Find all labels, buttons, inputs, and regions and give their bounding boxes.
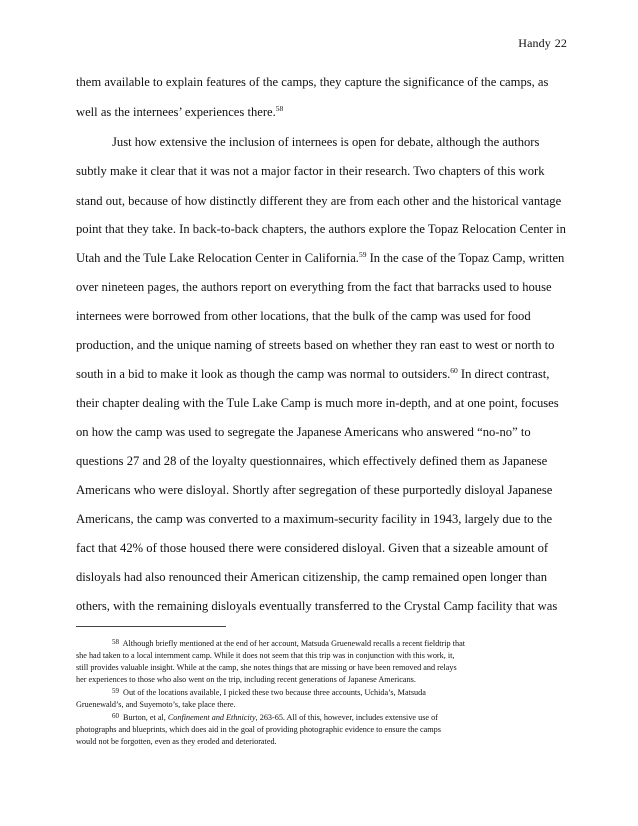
body-line: them available to explain features of the camps, they capture the significance of the camps, as [76,75,549,89]
body-line: subtly make it clear that it was not a major factor in their research. Two chapters of this work [76,164,545,178]
body-line: their chapter dealing with the Tule Lake Camp is much more in-depth, and at one point, focuses [76,396,559,410]
body-line: Americans, the camp was converted to a maximum-security facility in 1943, largely due to the [76,512,553,526]
footnote-mark: 60 [112,712,119,720]
body-line: Americans who were disloyal. Shortly after segregation of these purportedly disloyal Japanese [76,483,553,497]
body-line: Utah and the Tule Lake Relocation Center in California.$^{59}$ In the case of the Topaz Camp, written [76,250,565,265]
body-line: internees were borrowed from other locations, that the bulk of the camp was used for food [76,309,531,323]
body-line: questions 27 and 28 of the loyalty questionnaires, which effectively defined them as Japanese [76,454,548,468]
footnote-mark: 58 [112,638,119,646]
footnote-ref: 59 [358,250,367,259]
footnote-line: she had taken to a local internment camp. While it does not seem that this trip was in conjunction with this work, it, [76,651,455,660]
footnote-line: still provides valuable insight. While at the camp, she notes things that are missing or have been removed and relays [76,663,457,672]
footnote-separator [76,626,226,627]
body-line: on how the camp was used to segregate the Japanese Americans who answered “no-no” to [76,425,531,439]
body-line: fact that 42% of those housed there were considered disloyal. Given that a sizeable amount of [76,541,549,555]
footnote-60: $^{60}$ Burton, et al, Confinement and Ethnicity, 263-65. All of this, however, includes extensive use of [112,712,438,722]
header-page-number: 22 [554,36,567,50]
header-author: Handy [518,36,551,50]
body-line: others, with the remaining disloyals eventually transferred to the Crystal Camp facility that was [76,599,558,613]
page-header [518,36,567,51]
body-line: disloyals had also renounced their American citizenship, the camp remained open longer than [76,570,548,584]
footnote-line: Gruenewald’s, and Suyemoto’s, take place there. [76,700,236,709]
footnote-ref: 60 [450,366,458,375]
body-line: production, and the unique naming of streets based on whether they ran east to west or north to [76,338,555,352]
body-line: south in a bid to make it look as though the camp was normal to outsiders.$^{60}$ In direct contrast, [76,366,550,381]
body-line: stand out, because of how distinctly different they are from each other and the historical vantage [76,194,562,208]
footnote-line: photographs and blueprints, which does aid in the goal of providing photographic evidence to ensure the camps [76,725,441,734]
footnote-59: $^{59}$ Out of the locations available, I picked these two because three accounts, Uchida’s, Matsuda [112,687,426,697]
body-line: Just how extensive the inclusion of internees is open for debate, although the authors [112,135,540,149]
body-line: well as the internees’ experiences there.$^{58}$ [76,104,284,119]
footnote-ref: 58 [275,104,284,113]
body-line: point that they take. In back-to-back chapters, the authors explore the Topaz Relocation Center in [76,222,566,236]
footnote-line: would not be forgotten, even as they eroded and deteriorated. [76,737,277,746]
cited-title: Confinement and Ethnicity [167,713,256,722]
body-line: over nineteen pages, the authors report on everything from the fact that barracks used to house [76,280,552,294]
footnote-line: her experiences to those who also went on the trip, including recent generations of Japanese Americans. [76,675,416,684]
footnote-mark: 59 [112,687,119,695]
footnote-58: $^{58}$ Although briefly mentioned at the end of her account, Matsuda Gruenewald recalls a recent fieldtrip that [112,638,465,648]
